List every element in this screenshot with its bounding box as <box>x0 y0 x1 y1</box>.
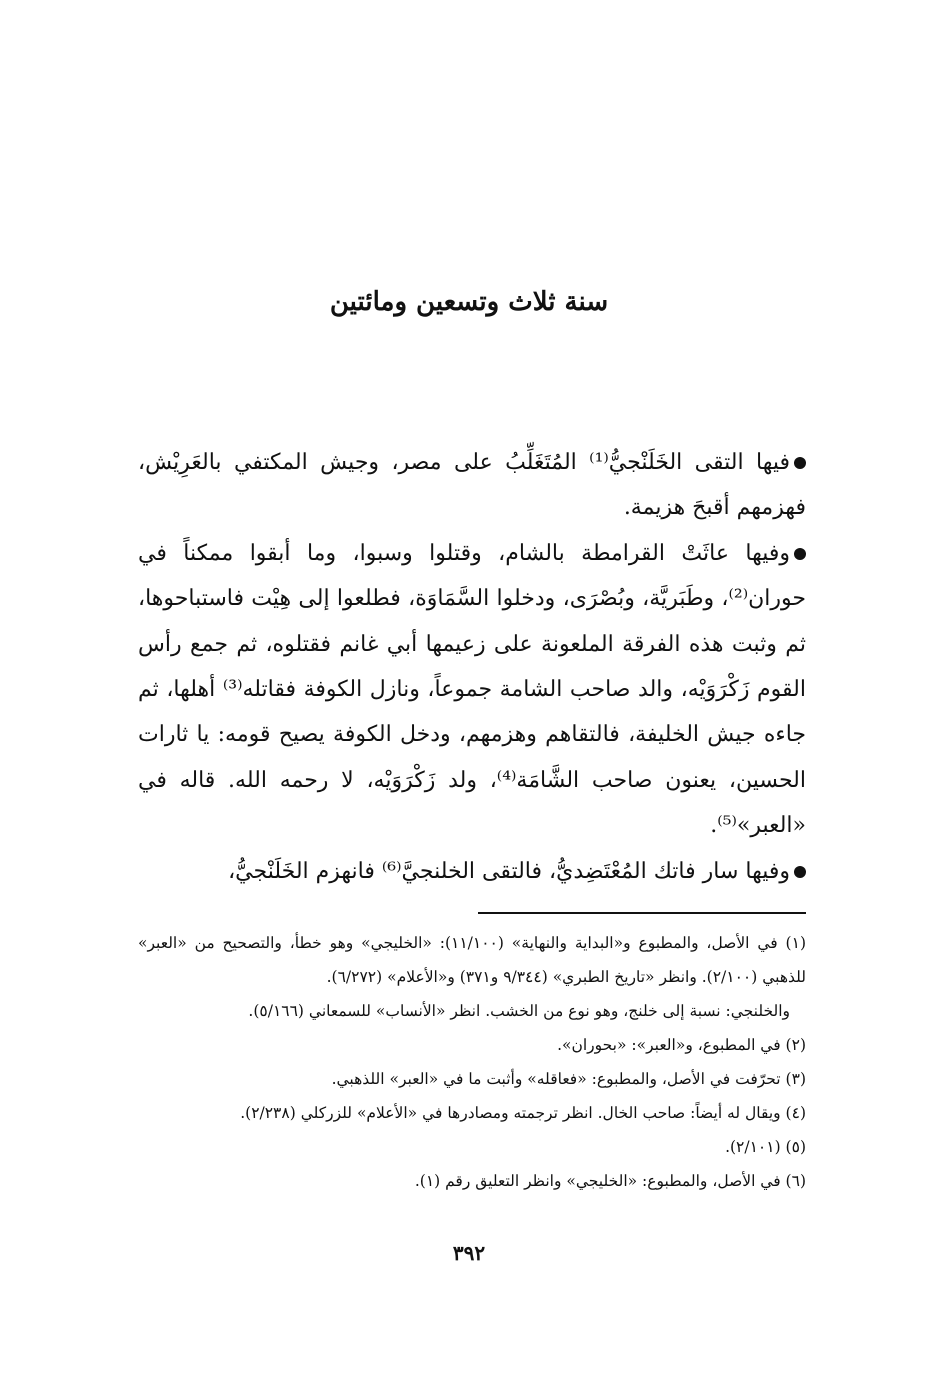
footnote-4: (٤) ويقال له أيضاً: صاحب الخال. انظر ترجمته ومصادرها في «الأعلام» للزركلي (٢/٢٣٨). <box>240 1104 806 1122</box>
page-title: سنة ثلاث وتسعين ومائتين <box>329 287 609 317</box>
footnote-1-continuation: والخلنجي: نسبة إلى خلنج، وهو نوع من الخشب. انظر «الأنساب» للسمعاني (٥/١٦٦). <box>248 1002 790 1020</box>
paragraph-2 <box>138 531 806 849</box>
bullet-icon <box>794 457 806 469</box>
footnote-3: (٣) تحرّفت في الأصل، والمطبوع: «فعاقله» وأثبت ما في «العبر» اللذهبي. <box>331 1070 806 1088</box>
paragraph-text: وفيها سار فاتك المُعْتَضِديُّ، فالتقى الخلنجيَّ⁽⁶⁾ فانهزم الخَلَنْجيُّ، <box>228 858 790 884</box>
main-text <box>138 440 806 894</box>
footnotes <box>138 926 806 1198</box>
page-number: ٣٩٢ <box>452 1241 486 1265</box>
paragraph-text: فيها التقى الخَلَنْجيُّ⁽¹⁾ المُتَغَلِّبُ على مصر، وجيش المكتفي بالعَرِيْش، فهزمهم أقبحَ هزيمة. <box>138 450 806 521</box>
bullet-icon <box>794 866 806 878</box>
bullet-icon <box>794 548 806 560</box>
paragraph-text: وفيها عاثَتْ القرامطة بالشام، وقتلوا وسبوا، وما أبقوا ممكناً في حوران⁽²⁾، وطَبَريَّة، وبُصْرَى، ودخلوا السَّمَاوَة، فطلعوا إلى هِيْت فاستباحوها، ثم وثبت هذه الفرقة الملعونة على زعيمها أبي غانم فقتلوه، ثم جمع رأس القوم زَكْرَوَيْه، والد صاحب الشامة جموعاً، ونازل الكوفة فقاتله⁽³⁾ أهلها، ثم جاءه جيش الخليفة، فالتقاهم وهزمهم، ودخل الكوفة يصيح قومه: يا ثارات الحسين، يعنون صاحب الشَّامَة⁽⁴⁾، ولد زَكْرَوَيْه، لا رحمه الله. قاله في «العبر»⁽⁵⁾. <box>138 540 806 839</box>
paragraph-1 <box>138 440 806 531</box>
paragraph-3 <box>138 849 806 894</box>
footnote-divider <box>478 912 806 914</box>
footnote-5: (٥) (٢/١٠١). <box>725 1138 806 1156</box>
footnote-6: (٦) في الأصل، والمطبوع: «الخليجي» وانظر التعليق رقم (١). <box>414 1172 806 1190</box>
footnote-2: (٢) في المطبوع، و«العبر»: «بحوران». <box>557 1036 806 1054</box>
footnote-1: (١) في الأصل، والمطبوع و«البداية والنهاية» (١١/١٠٠): «الخليجي» وهو خطأ، والتصحيح من «العبر» للذهبي (٢/١٠٠). وانظر «تاريخ الطبري» (٩/٣٤٤ و٣٧١) و«الأعلام» (٦/٢٧٢). <box>138 934 806 986</box>
